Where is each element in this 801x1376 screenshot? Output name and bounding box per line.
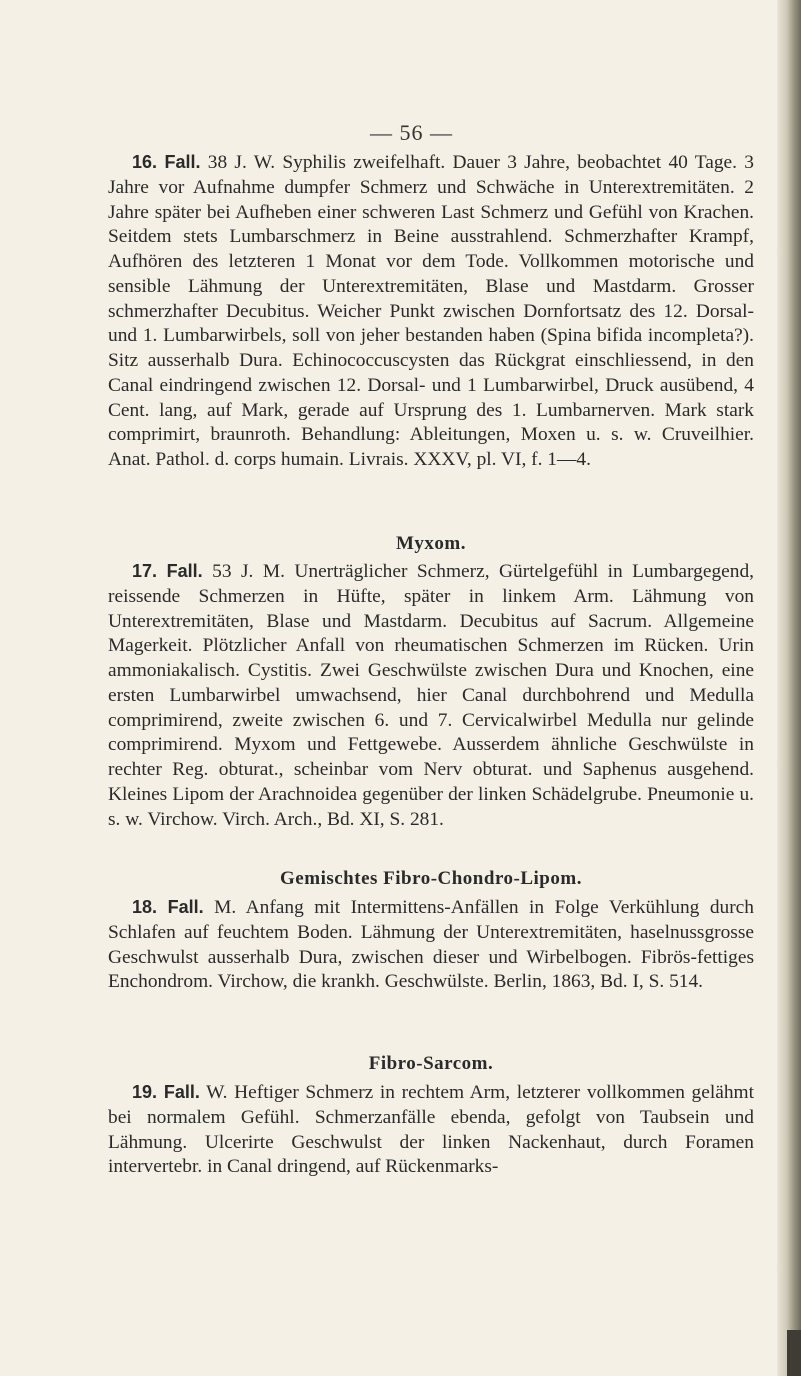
case-19-text: W. Heftiger Schmerz in rechtem Arm, letzterer vollkommen gelähmt bei normalem Gefühl. Schmerzanfälle ebenda, gefolgt von Taubsein und Lähmung. Ulcerirte Geschwulst der linken Nackenhaut, durch Foramen intervertebr. in Canal dringend, auf Rückenmarks- xyxy=(108,1082,755,1178)
case-18-text: M. Anfang mit Intermittens-Anfällen in Folge Verkühlung durch Schlafen auf feuchtem Boden. Lähmung der Unterextremitäten, haselnussgrosse Geschwulst ausserhalb Dura, zwischen dieser und Wirbelbogen. Fibrös-fettiges Enchondrom. Virchow, die krankh. Geschwülste. Berlin, 1863, Bd. I, S. 514. xyxy=(108,897,754,993)
case-18-paragraph xyxy=(108,895,754,995)
case-17-label: 17. Fall. xyxy=(132,561,203,581)
case-18-label: 18. Fall. xyxy=(132,897,204,917)
case-16-paragraph xyxy=(108,150,754,473)
case-16-label: 16. Fall. xyxy=(132,152,201,172)
page-edge-shadow xyxy=(777,0,801,1376)
section-heading-fibro-sarcom: Fibro-Sarcom. xyxy=(368,1053,494,1074)
page-edge-dark-corner xyxy=(787,1330,801,1376)
section-heading-myxom: Myxom. xyxy=(395,533,466,554)
section-heading-gemischtes: Gemischtes Fibro-Chondro-Lipom. xyxy=(280,868,582,889)
case-19-paragraph xyxy=(108,1080,754,1180)
case-16-text: 38 J. W. Syphilis zweifelhaft. Dauer 3 Jahre, beobachtet 40 Tage. 3 Jahre vor Aufnahme dumpfer Schmerz und Schwäche in Unterextremitäten. 2 Jahre später bei Aufheben einer schweren Last Schmerz und Gefühl von Krachen. Seitdem stets Lumbarschmerz in Beine ausstrahlend. Schmerzhafter Krampf, Aufhören des letzteren 1 Monat vor dem Tode. Vollkommen motorische und sensible Lähmung der Unterextremitäten, Blase und Mastdarm. Grosser schmerzhafter Decubitus. Weicher Punkt zwischen Dornfortsatz des 12. Dorsal- und 1. Lumbarwirbels, soll von jeher bestanden haben (Spina bifida incompleta?). Sitz ausserhalb Dura. Echinococcuscysten das Rückgrat einschliessend, in den Canal eindringend zwischen 12. Dorsal- und 1 Lumbarwirbel, Druck ausübend, 4 Cent. lang, auf Mark, gerade auf Ursprung des 1. Lumbarnerven. Mark stark comprimirt, braunroth. Behandlung: Ableitungen, Moxen u. s. w. Cruveilhier. Anat. Pathol. d. corps humain. Livrais. XXXV, pl. VI, f. 1—4. xyxy=(108,152,754,470)
case-17-text: 53 J. M. Unerträglicher Schmerz, Gürtelgefühl in Lumbargegend, reissende Schmerzen in Hüfte, später in linkem Arm. Lähmung von Unterextremitäten, Blase und Mastdarm. Decubitus auf Sacrum. Allgemeine Magerkeit. Plötzlicher Anfall von rheumatischen Schmerzen im Rücken. Urin ammoniakalisch. Cystitis. Zwei Geschwülste zwischen Dura und Knochen, eine ersten Lumbarwirbel umwachsend, hier Canal durchbohrend und Medulla comprimirend, zweite zwischen 6. und 7. Cervicalwirbel Medulla nur gelinde comprimirend. Myxom und Fettgewebe. Ausserdem ähnliche Geschwülste in rechter Reg. obturat., scheinbar vom Nerv obturat. und Saphenus ausgehend. Kleines Lipom der Arachnoidea gegenüber der linken Schädelgrube. Pneumonie u. s. w. Virchow. Virch. Arch., Bd. XI, S. 281. xyxy=(108,561,754,830)
case-17-paragraph xyxy=(108,559,754,832)
case-19-label: 19. Fall. xyxy=(132,1082,200,1102)
page-number: — 56 — xyxy=(370,120,453,145)
